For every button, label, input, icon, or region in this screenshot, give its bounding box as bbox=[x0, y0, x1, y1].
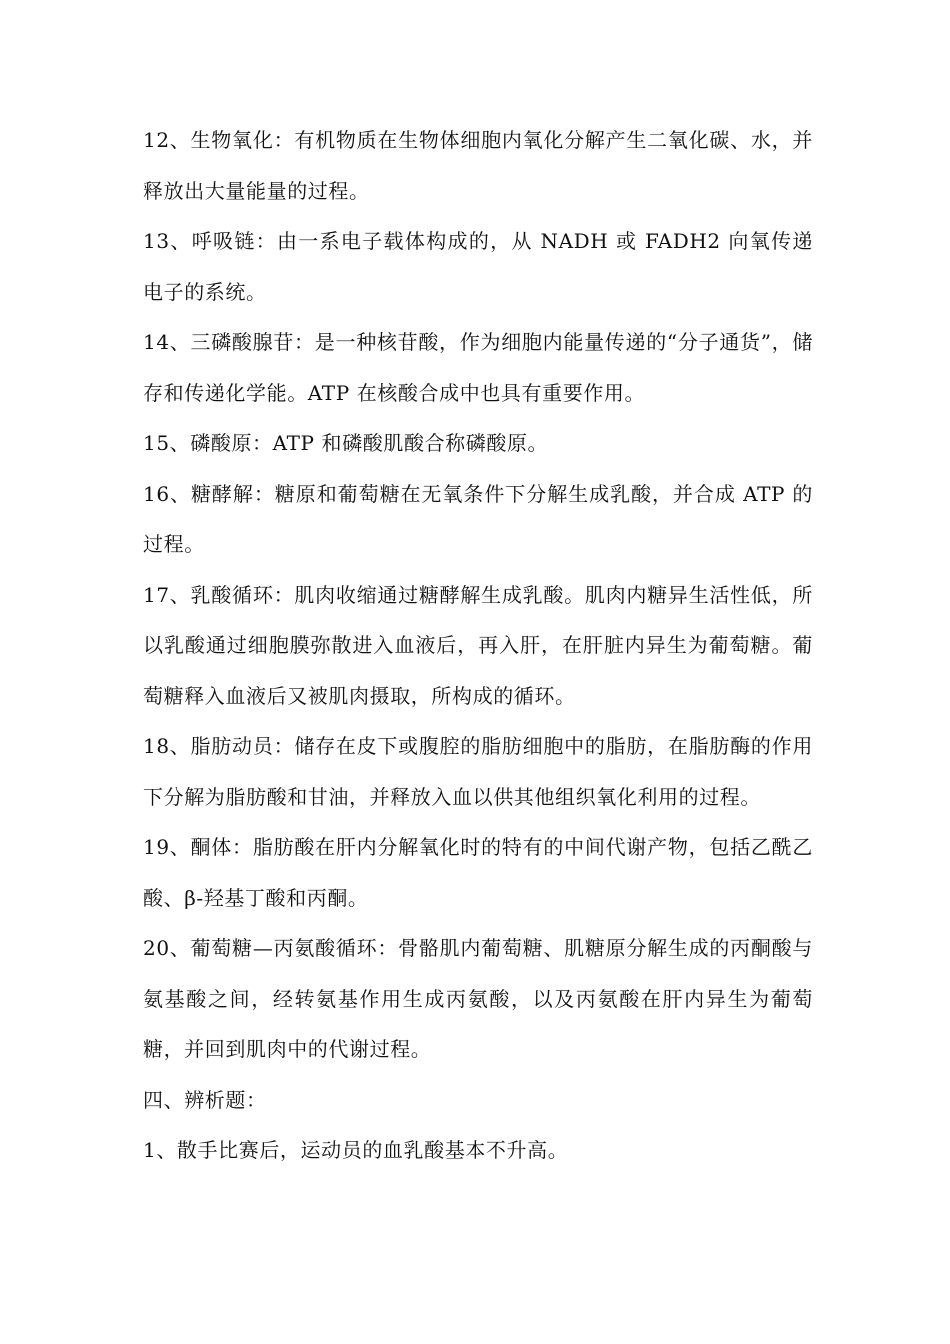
paragraph-respiratory-chain: 13、呼吸链：由一系电子载体构成的，从 NADH 或 FADH2 向氧传递电子的系统。 bbox=[143, 229, 813, 304]
question-1: 1、散手比赛后，运动员的血乳酸基本不升高。 bbox=[143, 1138, 569, 1162]
paragraph-fat-mobilization: 18、脂肪动员：储存在皮下或腹腔的脂肪细胞中的脂肪，在脂肪酶的作用下分解为脂肪酸和甘油，并释放入血以供其他组织氧化利用的过程。 bbox=[143, 734, 813, 809]
document-body bbox=[143, 115, 813, 1176]
paragraph-glucose-alanine-cycle: 20、葡萄糖—丙氨酸循环：骨骼肌内葡萄糖、肌糖原分解生成的丙酮酸与氨基酸之间，经转氨基作用生成丙氨酸，以及丙氨酸在肝内异生为葡萄糖，并回到肌肉中的代谢过程。 bbox=[143, 936, 813, 1061]
section-heading-analysis: 四、辨析题： bbox=[143, 1087, 267, 1112]
paragraph-ketone-bodies: 19、酮体：脂肪酸在肝内分解氧化时的特有的中间代谢产物，包括乙酰乙酸、β-羟基丁酸和丙酮。 bbox=[143, 835, 813, 910]
paragraph-biological-oxidation: 12、生物氧化：有机物质在生物体细胞内氧化分解产生二氧化碳、水，并释放出大量能量的过程。 bbox=[143, 128, 813, 203]
paragraph-glycolysis: 16、糖酵解：糖原和葡萄糖在无氧条件下分解生成乳酸，并合成 ATP 的过程。 bbox=[143, 481, 813, 556]
paragraph-phosphagen: 15、磷酸原：ATP 和磷酸肌酸合称磷酸原。 bbox=[143, 431, 549, 455]
paragraph-atp: 14、三磷酸腺苷：是一种核苷酸，作为细胞内能量传递的“分子通货”，储存和传递化学能。ATP 在核酸合成中也具有重要作用。 bbox=[143, 330, 813, 405]
paragraph-lactate-cycle: 17、乳酸循环：肌肉收缩通过糖酵解生成乳酸。肌肉内糖异生活性低，所以乳酸通过细胞膜弥散进入血液后，再入肝，在肝脏内异生为葡萄糖。葡萄糖释入血液后又被肌肉摄取，所构成的循环。 bbox=[143, 582, 813, 708]
